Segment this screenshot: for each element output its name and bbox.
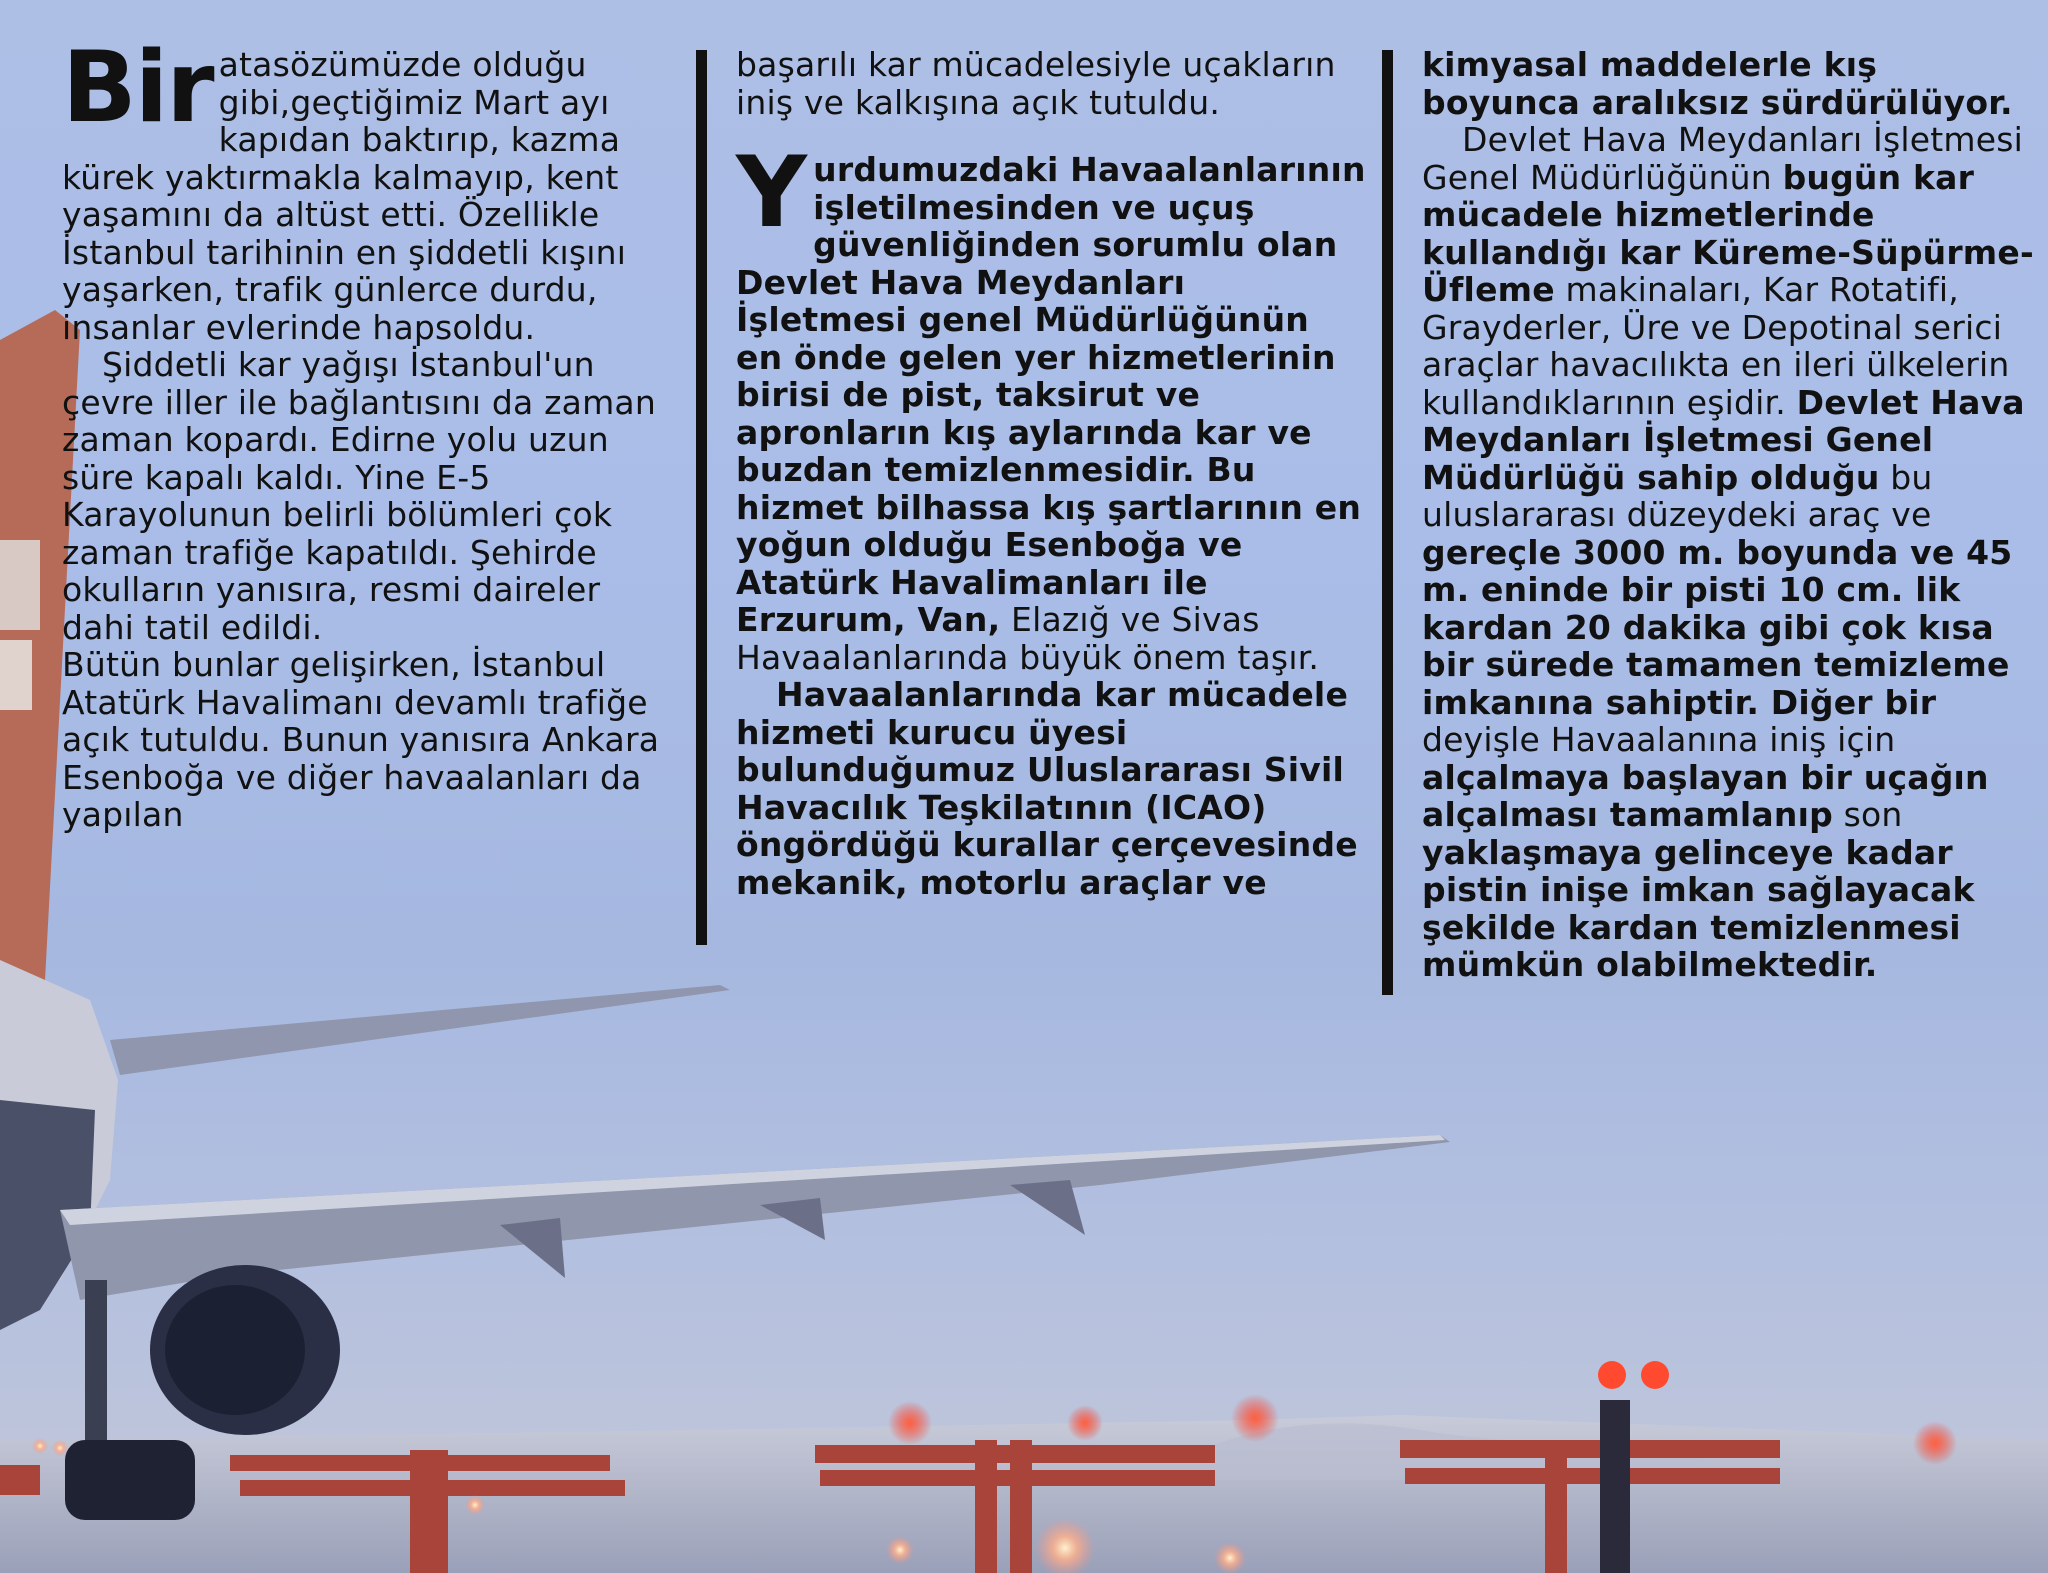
article-column-1 <box>62 31 682 834</box>
paragraph-text-bold: Devlet Hava Meydanları İşletmesi Genel Müdürlüğü sahip olduğu <box>1422 382 2025 497</box>
paragraph-text-bold: yaklaşmaya gelinceye kadar pistin inişe imkan sağlayacak şekilde kardan temizlenmesi mümkün olabilmektedir. <box>1422 832 1975 984</box>
column-rule <box>696 50 707 945</box>
paragraph-text: deyişle Havaalanına iniş için <box>1422 720 1896 759</box>
paragraph-text: Devlet Hava Meydanları İşletmesi Genel Müdürlüğünün <box>1422 120 2023 197</box>
paragraph: Havaalanlarında kar mücadele hizmeti kurucu üyesi bulunduğumuz Uluslararası Sivil Havacılık Teşkilatının (ICAO) öngördüğü kurallar çerçevesinde mekanik, motorlu araçlar ve <box>736 675 1358 902</box>
paragraph <box>62 31 682 347</box>
paragraph-text-bold: alçalmaya başlayan bir uçağın alçalması tamamlanıp <box>1422 757 1989 834</box>
paragraph <box>736 136 1366 677</box>
paragraph-text: son <box>1843 795 1903 834</box>
paragraph <box>1422 121 2042 984</box>
drop-cap: Bir <box>62 31 213 145</box>
paragraph-text-bold: gereçle 3000 m. boyunda ve 45 m. eninde bir pisti 10 cm. lik kardan 20 dakika gibi çok kısa bir sürede tamamen temizleme imkanına sahiptir. Diğer bir <box>1422 532 2013 722</box>
article-column-2 <box>736 46 1366 901</box>
paragraph: Bütün bunlar gelişirken, İstanbul Atatürk Havalimanı devamlı trafiğe açık tutuldu. Bunun yanısıra Ankara Esenboğa ve diğer havaalanları da yapılan <box>62 645 660 834</box>
paragraph-text-bold: urdumuzdaki Havaalanlarının işletilmesinden ve uçuş güvenliğinden sorumlu olan Devlet Hava Meydanları İşletmesi genel Müdürlüğünün en önde gelen yer hizmetlerinin birisi de pist, taksirut ve apronların kış aylarında kar ve buzdan temizlenmesidir. Bu hizmet bilhassa kış şartlarının en yoğun olduğu Esenboğa ve Atatürk Havalimanları ile Erzurum, Van, <box>736 150 1366 639</box>
paragraph-text: makinaları, Kar Rotatifi, Grayderler, Üre ve Depotinal serici araçlar havacılıkta en ileri ülkelerin kullandıklarının eşidir. <box>1422 270 2010 422</box>
paragraph-text: Elazığ ve Sivas Havaalanlarında büyük önem taşır. <box>736 600 1320 677</box>
paragraph: kimyasal maddelerle kış boyunca aralıksız sürdürülüyor. <box>1422 45 2013 122</box>
column-rule <box>1382 50 1393 995</box>
article-column-3 <box>1422 46 2042 984</box>
paragraph-text-bold: bugün kar mücadele hizmetlerinde kullandığı kar Küreme-Süpürme-Üfleme <box>1422 157 2034 309</box>
paragraph: Şiddetli kar yağışı İstanbul'un çevre iller ile bağlantısını da zaman zaman kopardı. Edirne yolu uzun süre kapalı kaldı. Yine E-5 Karayolunun belirli bölümleri çok zaman trafiğe kapatıldı. Şehirde okulların yanısıra, resmi daireler dahi tatil edildi. <box>62 345 656 647</box>
paragraph: başarılı kar mücadelesiyle uçakların iniş ve kalkışına açık tutuldu. <box>736 45 1336 122</box>
paragraph-text: atasözümüzde olduğu gibi,geçtiğimiz Mart ayı kapıdan baktırıp, kazma kürek yaktırmakla kalmayıp, kent yaşamını da altüst etti. Özellikle İstanbul tarihinin en şiddetli kışını yaşarken, trafik günlerce durdu, insanlar evlerinde hapsoldu. <box>62 45 627 347</box>
drop-cap: Y <box>736 136 808 250</box>
paragraph-text: bu uluslararası düzeydeki araç ve <box>1422 457 1933 534</box>
